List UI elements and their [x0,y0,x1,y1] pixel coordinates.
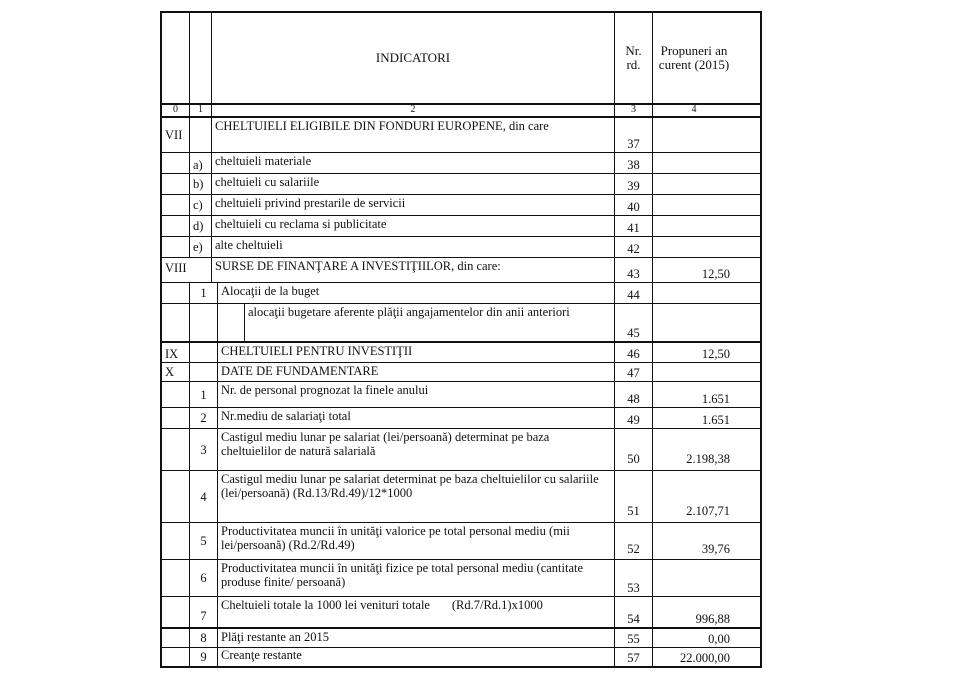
row-text: Plăţi restante an 2015 [217,629,614,647]
row-roman [162,429,189,470]
row-text: Castigul mediu lunar pe salariat (lei/persoană) determinat pe baza cheltuielilor de natură salarială [217,429,614,470]
table-row [162,647,760,666]
table-row [162,152,760,173]
row-sub: d) [189,216,211,236]
row-nr: 49 [614,408,652,428]
row-nr: 47 [614,363,652,381]
row-value: 2.198,38 [652,429,735,470]
row-value [652,237,735,257]
table-row [162,116,760,152]
row-nr: 48 [614,382,652,407]
row-value [652,118,735,152]
row-nr: 46 [614,343,652,362]
row-roman [162,408,189,428]
table-row [162,194,760,215]
header-col0 [162,13,189,103]
row-roman [162,471,189,522]
row-sub: 8 [189,629,217,647]
row-roman: VIII [165,261,187,275]
row-text: cheltuieli privind prestarile de servicii [211,195,614,215]
row-value [652,174,735,194]
row-value: 1.651 [652,408,735,428]
row-nr: 44 [614,283,652,303]
table-row [162,303,760,341]
row-value: 2.107,71 [652,471,735,522]
row-sub: 2 [189,408,217,428]
row-text: Cheltuieli totale la 1000 lei venituri totale (Rd.7/Rd.1)x1000 [217,597,614,627]
row-nr: 54 [614,597,652,627]
row-nr: 45 [614,304,652,341]
row-sub [189,343,217,362]
row-roman [162,648,189,666]
row-roman: IX [165,347,179,361]
table-row [162,341,760,362]
row-value: 12,50 [652,258,735,282]
row-sub: b) [189,174,211,194]
row-nr: 53 [614,560,652,596]
row-value: 0,00 [652,629,735,647]
row-nr: 41 [614,216,652,236]
table-row [162,173,760,194]
row-nr: 42 [614,237,652,257]
row-roman [162,216,189,236]
row-sub: 3 [189,429,217,470]
column-number: 0 [173,104,178,115]
row-sub: 1 [189,283,217,303]
row-text: alocaţii bugetare aferente plăţii angajamentelor din anii anteriori [244,304,614,341]
row-text-cell [217,304,614,341]
row-text: Productivitatea muncii în unităţi valorice pe total personal mediu (mii lei/persoană) (Rd.2/Rd.49) [217,523,614,559]
row-text: cheltuieli cu reclama si publicitate [211,216,614,236]
header-indicatori: INDICATORI [211,13,614,103]
row-value: 22.000,00 [652,648,735,666]
row-text: Nr. de personal prognozat la finele anului [217,382,614,407]
row-roman [162,174,189,194]
column-number: 4 [652,105,735,116]
table-row [162,470,760,522]
row-text: Alocaţii de la buget [217,283,614,303]
column-number-row [162,103,760,116]
row-text: SURSE DE FINANŢARE A INVESTIŢIILOR, din care: [211,258,614,282]
row-value: 1.651 [652,382,735,407]
row-roman [162,629,189,647]
row-text: Creanţe restante [217,648,614,666]
row-sub: e) [189,237,211,257]
row-sub [189,363,217,381]
row-roman: X [165,365,175,379]
row-text: cheltuieli materiale [211,153,614,173]
row-roman [162,523,189,559]
row-roman [162,195,189,215]
header-nr-rd: Nr. rd. [614,13,652,103]
row-value [652,304,735,341]
column-number: 2 [211,105,614,116]
row-nr: 52 [614,523,652,559]
row-roman [162,560,189,596]
column-number: 3 [614,105,652,116]
column-number: 1 [189,105,211,116]
row-nr: 38 [614,153,652,173]
row-value [652,560,735,596]
table-row [162,627,760,647]
row-nr: 57 [614,648,652,666]
row-sub: 7 [189,597,217,627]
row-text: CHELTUIELI PENTRU INVESTIŢII [217,343,614,362]
table-row [162,522,760,559]
indicators-table [160,11,762,668]
row-nr: 55 [614,629,652,647]
table-row [162,362,760,381]
row-text: Productivitatea muncii în unităţi fizice pe total personal mediu (cantitate produse finite/ persoană) [217,560,614,596]
row-sub [189,118,211,152]
table-header [162,13,760,103]
table-row [162,559,760,596]
row-text: CHELTUIELI ELIGIBILE DIN FONDURI EUROPENE, din care [211,118,614,152]
row-roman [162,597,189,627]
table-row [162,236,760,257]
row-value [652,283,735,303]
header-col1 [189,13,211,103]
row-nr: 37 [614,118,652,152]
row-nr: 51 [614,471,652,522]
row-sub: 6 [189,560,217,596]
row-text: alte cheltuieli [211,237,614,257]
row-sub [189,304,217,341]
row-text: Castigul mediu lunar pe salariat determinat pe baza cheltuielilor cu salariile (lei/persoană) (Rd.13/Rd.49)/12*1000 [217,471,614,522]
row-text: Nr.mediu de salariaţi total [217,408,614,428]
table-row [162,215,760,236]
row-roman [162,153,189,173]
row-value [652,195,735,215]
row-value: 12,50 [652,343,735,362]
header-propuneri: Propuneri an curent (2015) [652,13,735,103]
row-roman [162,283,189,303]
row-text: DATE DE FUNDAMENTARE [217,363,614,381]
row-value [652,216,735,236]
table-row [162,257,760,282]
row-roman [162,237,189,257]
row-nr: 39 [614,174,652,194]
row-sub: 5 [189,523,217,559]
row-value [652,363,735,381]
row-sub: a) [189,153,211,173]
row-value: 996,88 [652,597,735,627]
row-sub: c) [189,195,211,215]
row-value [652,153,735,173]
row-sub: 1 [189,382,217,407]
row-value: 39,76 [652,523,735,559]
row-roman: VII [165,128,183,142]
table-row [162,596,760,627]
row-sub: 9 [189,648,217,666]
table-row [162,381,760,407]
table-row [162,428,760,470]
row-nr: 40 [614,195,652,215]
row-roman [162,382,189,407]
row-sub: 4 [189,471,217,522]
row-roman [162,304,189,341]
row-nr: 50 [614,429,652,470]
table-row [162,407,760,428]
row-nr: 43 [614,258,652,282]
table-row [162,282,760,303]
row-text: cheltuieli cu salariile [211,174,614,194]
